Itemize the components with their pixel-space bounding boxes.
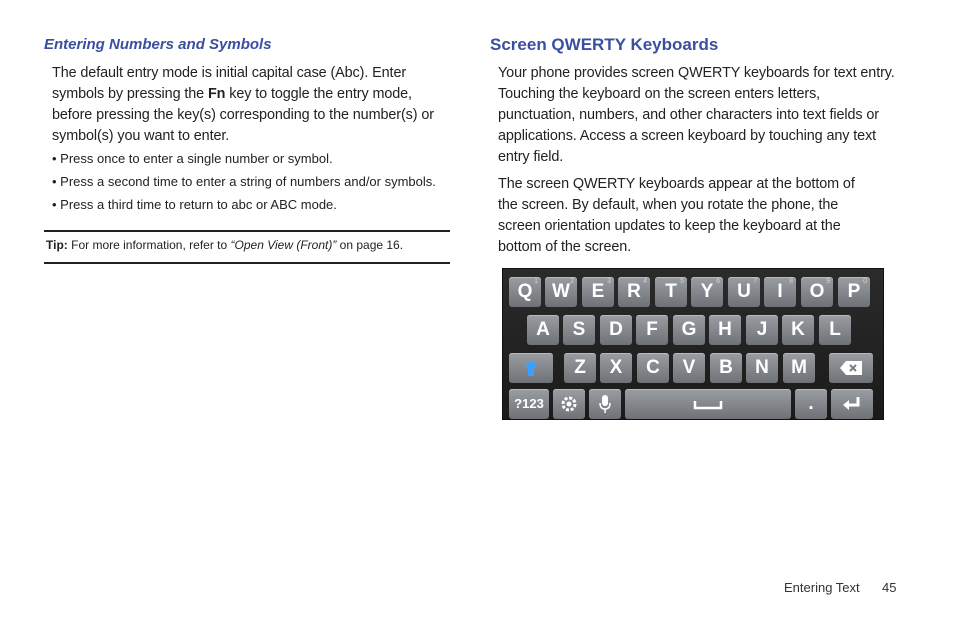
tip-note: Tip: For more information, refer to “Open View (Front)” on page 16. xyxy=(46,238,404,252)
key-k: K xyxy=(782,315,814,345)
key-z: Z xyxy=(564,353,596,383)
tip-label: Tip: xyxy=(46,238,68,252)
qwerty-paragraph-2: The screen QWERTY keyboards appear at the bottom of the screen. By default, when you rotate the phone, the screen orientation updates to keep the keyboard at the bottom of the screen. xyxy=(498,176,855,255)
tip-bottom-rule xyxy=(44,262,450,264)
key-w: W 2 xyxy=(545,277,577,307)
key-space xyxy=(625,389,791,419)
key-g: G xyxy=(673,315,705,345)
footer-section-name: Entering Text xyxy=(784,580,860,595)
microphone-icon xyxy=(598,394,612,414)
key-n: N xyxy=(746,353,778,383)
shift-arrow-icon xyxy=(523,359,539,377)
key-f: F xyxy=(636,315,668,345)
backspace-icon xyxy=(839,360,863,376)
section-heading-numbers-symbols: Entering Numbers and Symbols xyxy=(44,36,272,53)
section-heading-qwerty: Screen QWERTY Keyboards xyxy=(490,35,719,54)
key-settings xyxy=(553,389,585,419)
qwerty-keyboard-image xyxy=(502,268,884,420)
key-d: D xyxy=(600,315,632,345)
intro-paragraph: The default entry mode is initial capital case (Abc). Enter symbols by pressing the Fn key to toggle the entry mode, before pressing the key(s) corresponding to the number(s) or symbol(s) you want to enter. xyxy=(52,65,434,144)
key-u: U 7 xyxy=(728,277,760,307)
key-delete xyxy=(829,353,873,383)
key-r: R 4 xyxy=(618,277,650,307)
bullet-item: • Press once to enter a single number or symbol. xyxy=(52,151,333,166)
key-s: S xyxy=(563,315,595,345)
key-q: Q 1 xyxy=(509,277,541,307)
key-c: C xyxy=(637,353,669,383)
space-bar-icon xyxy=(693,400,723,410)
gear-icon xyxy=(560,395,578,413)
key-l: L xyxy=(819,315,851,345)
key-a: A xyxy=(527,315,559,345)
tip-reference: “Open View (Front)” xyxy=(230,238,337,252)
bullet-list xyxy=(52,150,436,219)
key-i: I 8 xyxy=(764,277,796,307)
key-p: P 0 xyxy=(838,277,870,307)
enter-return-icon xyxy=(842,396,862,412)
key-o: O 9 xyxy=(801,277,833,307)
key-h: H xyxy=(709,315,741,345)
key-v: V xyxy=(673,353,705,383)
key-b: B xyxy=(710,353,742,383)
key-symbols: ?123 xyxy=(509,389,549,419)
bullet-item: • Press a second time to enter a string of numbers and/or symbols. xyxy=(52,174,436,189)
key-enter xyxy=(831,389,873,419)
qwerty-paragraph-1: Your phone provides screen QWERTY keyboards for text entry. Touching the keyboard on the screen enters letters, punctuation, numbers, and other characters into text fields or applications. Access a screen keyboard by touching any text entry field. xyxy=(498,65,895,165)
key-x: X xyxy=(600,353,632,383)
key-m: M xyxy=(783,353,815,383)
key-e: E 3 xyxy=(582,277,614,307)
footer-page-number: 45 xyxy=(882,580,897,595)
key-shift xyxy=(509,353,553,383)
key-j: J xyxy=(746,315,778,345)
key-y: Y 6 xyxy=(691,277,723,307)
key-period: . xyxy=(795,389,827,419)
fn-key-label: Fn xyxy=(207,86,226,102)
tip-top-rule xyxy=(44,230,450,232)
key-voice xyxy=(589,389,621,419)
bullet-item: • Press a third time to return to abc or ABC mode. xyxy=(52,197,337,212)
key-t: T 5 xyxy=(655,277,687,307)
